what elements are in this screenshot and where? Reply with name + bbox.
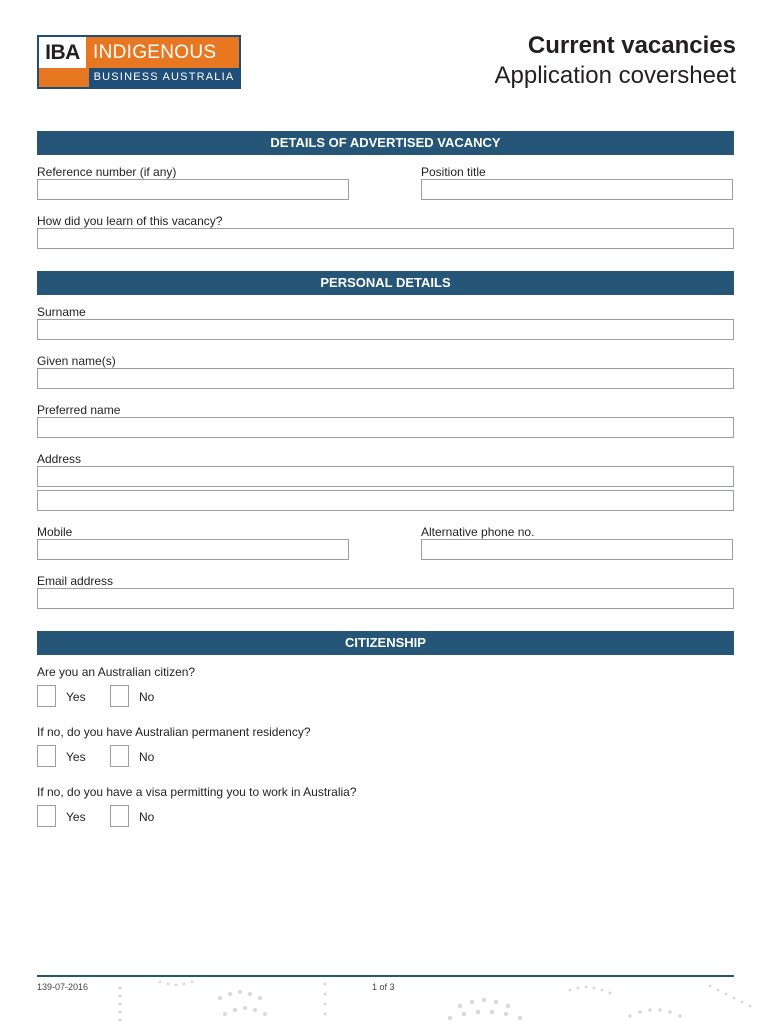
visa-no-label: No <box>139 810 155 824</box>
logo-name: INDIGENOUS <box>89 37 239 68</box>
logo-top-row <box>39 37 239 68</box>
given-names-field[interactable] <box>37 368 734 389</box>
logo-bottom-row <box>39 68 239 87</box>
section-heading-personal: PERSONAL DETAILS <box>37 271 734 295</box>
citizen-yes-label: Yes <box>66 690 86 704</box>
residency-yes-label: Yes <box>66 750 86 764</box>
mobile-field[interactable] <box>37 539 349 560</box>
preferred-name-label: Preferred name <box>37 403 121 417</box>
citizen-yes-checkbox[interactable] <box>37 685 56 707</box>
email-field[interactable] <box>37 588 734 609</box>
address-line2-field[interactable] <box>37 490 734 511</box>
page-subtitle: Application coversheet <box>494 62 736 89</box>
preferred-name-field[interactable] <box>37 417 734 438</box>
residency-question: If no, do you have Australian permanent residency? <box>37 725 311 739</box>
logo-subtitle: BUSINESS AUSTRALIA <box>89 68 239 87</box>
position-title-field[interactable] <box>421 179 733 200</box>
surname-label: Surname <box>37 305 86 319</box>
visa-question: If no, do you have a visa permitting you to work in Australia? <box>37 785 357 799</box>
reference-number-field[interactable] <box>37 179 349 200</box>
citizen-no-checkbox[interactable] <box>110 685 129 707</box>
footer-rule <box>37 975 734 977</box>
visa-yes-label: Yes <box>66 810 86 824</box>
citizen-no-label: No <box>139 690 155 704</box>
email-label: Email address <box>37 574 114 588</box>
residency-no-checkbox[interactable] <box>110 745 129 767</box>
section-heading-vacancy: DETAILS OF ADVERTISED VACANCY <box>37 131 734 155</box>
position-title-label: Position title <box>421 165 486 179</box>
mobile-label: Mobile <box>37 525 73 539</box>
section-heading-citizenship: CITIZENSHIP <box>37 631 734 655</box>
reference-number-label: Reference number (if any) <box>37 165 177 179</box>
given-names-label: Given name(s) <box>37 354 116 368</box>
visa-no-checkbox[interactable] <box>110 805 129 827</box>
alt-phone-field[interactable] <box>421 539 733 560</box>
learn-of-vacancy-field[interactable] <box>37 228 734 249</box>
residency-yes-checkbox[interactable] <box>37 745 56 767</box>
form-code: 139-07-2016 <box>37 982 89 992</box>
page-number: 1 of 3 <box>372 982 395 992</box>
alt-phone-label: Alternative phone no. <box>421 525 535 539</box>
learn-of-vacancy-label: How did you learn of this vacancy? <box>37 214 223 228</box>
logo-abbr: IBA <box>39 37 89 68</box>
logo-accent-block <box>39 68 89 87</box>
residency-no-label: No <box>139 750 155 764</box>
address-line1-field[interactable] <box>37 466 734 487</box>
visa-yes-checkbox[interactable] <box>37 805 56 827</box>
page-title: Current vacancies <box>527 32 736 59</box>
address-label: Address <box>37 452 82 466</box>
iba-logo <box>37 35 241 89</box>
citizen-question: Are you an Australian citizen? <box>37 665 196 679</box>
decorative-dot-pattern <box>100 976 760 1024</box>
surname-field[interactable] <box>37 319 734 340</box>
